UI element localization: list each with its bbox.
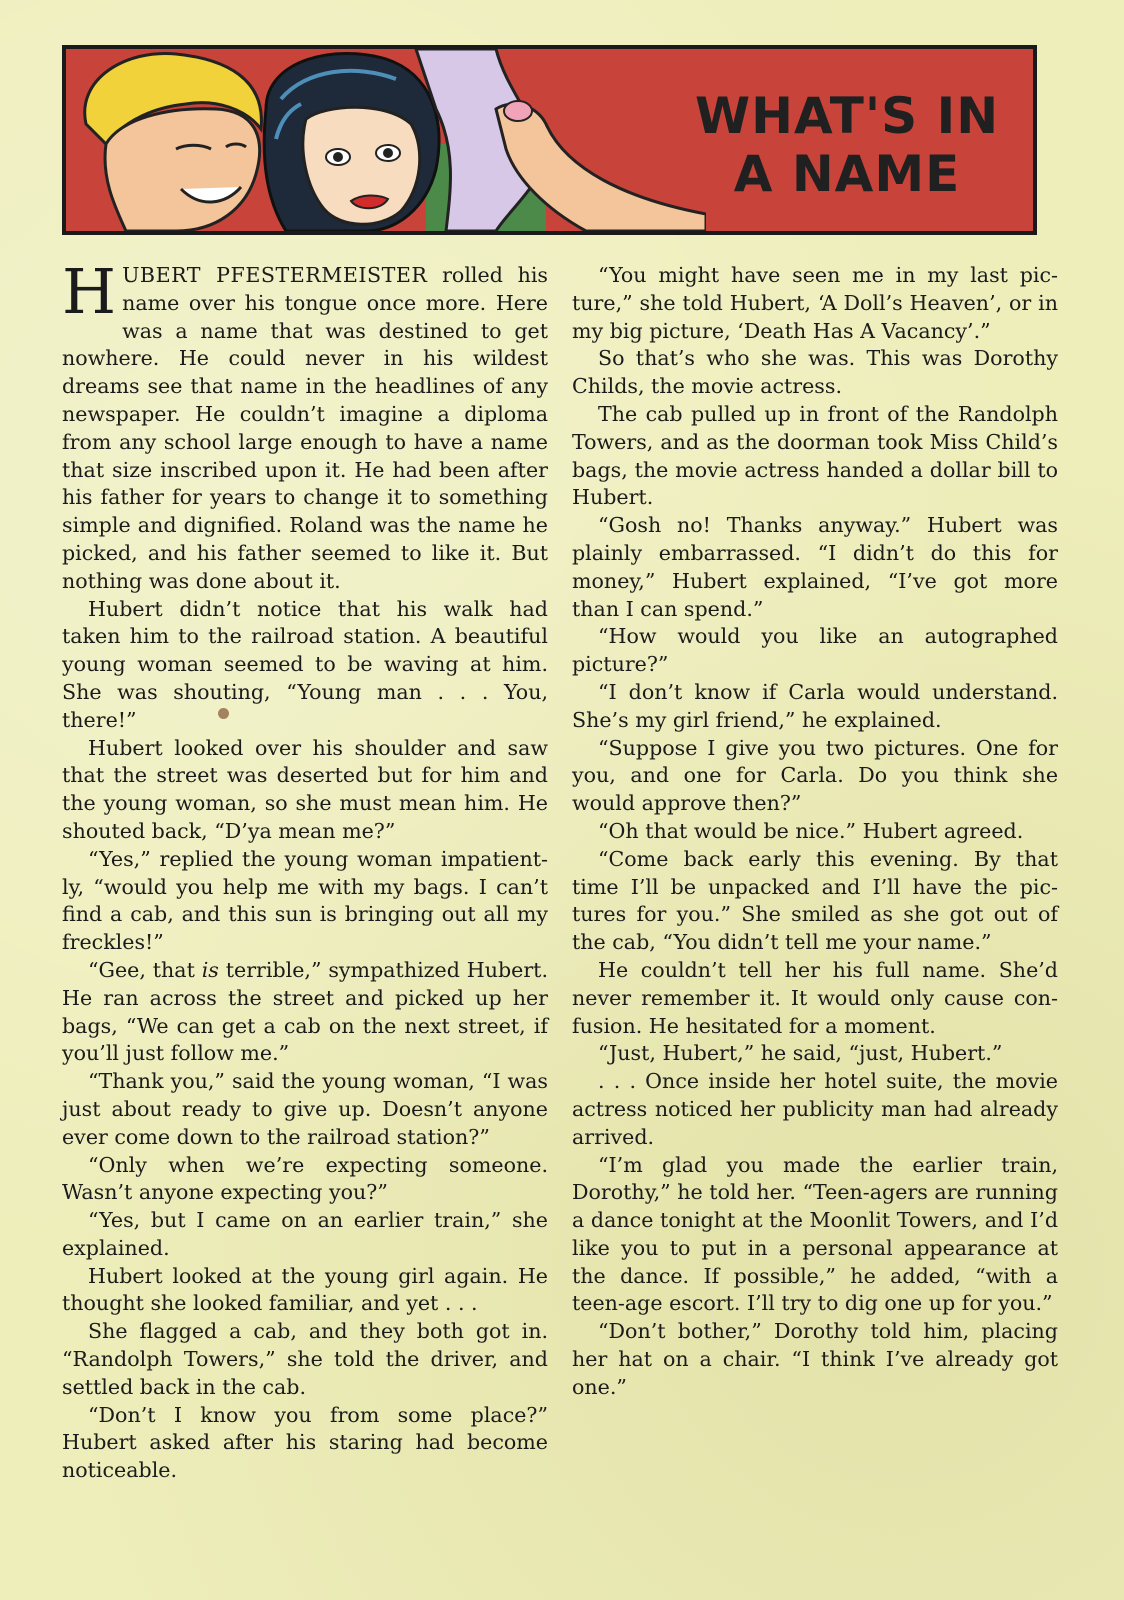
paragraph: Hubert didn’t notice that his walk had taken him to the railroad station. A beautiful young woman seemed to be waving at him. She was shouting, “Young man . . . You, there!” xyxy=(62,596,548,732)
paragraph: “Yes, but I came on an earlier train,” she explained. xyxy=(62,1208,548,1260)
paragraph: “You might have seen me in my last picture,” she told Hubert, ‘A Doll’s Heaven’, or in my big picture, ‘Death Has A Vacancy’.” xyxy=(572,263,1058,343)
hubert-face xyxy=(105,109,260,231)
paragraph: “Gosh no! Thanks anyway.” Hubert was plainly embarrassed. “I didn’t do this for money,” Hubert explained, “I’ve got more than I can spend.” xyxy=(572,513,1058,621)
paragraph: “Yes,” replied the young woman impatiently, “would you help me with my bags. I can’t find a cab, and this sun is bringing out all my freckles!” xyxy=(62,846,548,955)
title-line-2: A NAME xyxy=(733,145,961,203)
title-line-1: WHAT'S IN xyxy=(694,87,1000,145)
paper-stain xyxy=(218,708,229,719)
paragraph: The cab pulled up in front of the Randolph Towers, and as the doorman took Miss Child’s bags, the movie actress handed a dollar bill to Hubert. xyxy=(572,401,1058,510)
paragraph-opening xyxy=(62,255,548,596)
paragraph: “Don’t I know you from some place?” Hubert asked after his staring had become noticeable. xyxy=(62,1402,548,1483)
paragraph: . . . Once inside her hotel suite, the movie actress noticed her publicity man had already arrived. xyxy=(572,1069,1058,1149)
paragraph: She flagged a cab, and they both got in. “Randolph Towers,” she told the driver, and settled back in the cab. xyxy=(62,1319,548,1399)
story-title xyxy=(687,87,1007,203)
opening-name: UBERT PFESTERMEISTER xyxy=(122,263,428,287)
column-right xyxy=(572,262,1058,1402)
title-banner xyxy=(62,45,1037,235)
paragraph: Hubert looked at the young girl again. He thought she looked familiar, and yet . . . xyxy=(62,1263,548,1316)
drop-cap: H xyxy=(62,255,117,328)
paragraph: Hubert looked over his shoulder and saw that the street was deserted but for him and the young woman, so she must mean him. He shouted back, “D’ya mean me?” xyxy=(62,735,548,843)
paragraph: He couldn’t tell her his full name. She’d never remember it. It would only cause confusion. He hesitated for a moment. xyxy=(572,957,1058,1038)
paragraph: “Come back early this evening. By that time I’ll be unpacked and I’ll have the pictures for you.” She smiled as she got out of the cab, “You didn’t tell me your name.” xyxy=(572,846,1058,955)
paragraph: “I don’t know if Carla would understand. She’s my girl friend,” he explained. xyxy=(572,679,1058,732)
paragraph: “Only when we’re expecting someone. Wasn’t anyone expecting you?” xyxy=(62,1152,548,1205)
paragraph: “Don’t bother,” Dorothy told him, placing her hat on a chair. “I think I’ve already got one.” xyxy=(572,1319,1058,1399)
paragraph: So that’s who she was. This was Dorothy Childs, the movie actress. xyxy=(572,346,1058,399)
column-left xyxy=(62,255,549,1485)
opening-text: rolled his name over his tongue once more. Here was a name that was destined to get nowhere. He could never in his wildest dreams see that name in the headlines of any newspaper. He couldn’t imagine a diploma from any school large enough to have a name that size inscribed upon it. He had been after his father for years to change it to something simple and dignified. Roland was the name he picked, and his father seemed to like it. But nothing was done about it. xyxy=(62,263,548,593)
paragraph: “Thank you,” said the young woman, “I was just about ready to give up. Doesn’t anyone ever come down to the railroad station?” xyxy=(62,1069,548,1149)
paragraph: “Just, Hubert,” he said, “just, Hubert.” xyxy=(598,1041,1003,1066)
paragraph: “How would you like an autographed picture?” xyxy=(572,624,1058,677)
illustration-couple xyxy=(66,49,706,231)
italic-word: is xyxy=(201,957,219,982)
text-run: “Gee, that xyxy=(88,957,202,982)
paragraph: “I’m glad you made the earlier train, Dorothy,” he told her. “Teen-agers are running a dance tonight at the Moonlit Towers, and I’d like you to put in a personal appearance at the dance. If possible,” he added, “with a teen-age escort. I’ll try to dig one up for you.” xyxy=(572,1152,1058,1316)
text-run: terrible,” sympathized Hubert. He ran across the street and picked up her bags, “We can get a cab on the next street, if you’ll just follow me.” xyxy=(62,957,549,1066)
paragraph-gee xyxy=(62,957,548,1068)
paragraph: “Oh that would be nice.” Hubert agreed. xyxy=(598,818,1024,843)
story-body xyxy=(62,255,1062,1582)
paragraph: “Suppose I give you two pictures. One for you, and one for Carla. Do you think she would approve then?” xyxy=(572,735,1058,816)
